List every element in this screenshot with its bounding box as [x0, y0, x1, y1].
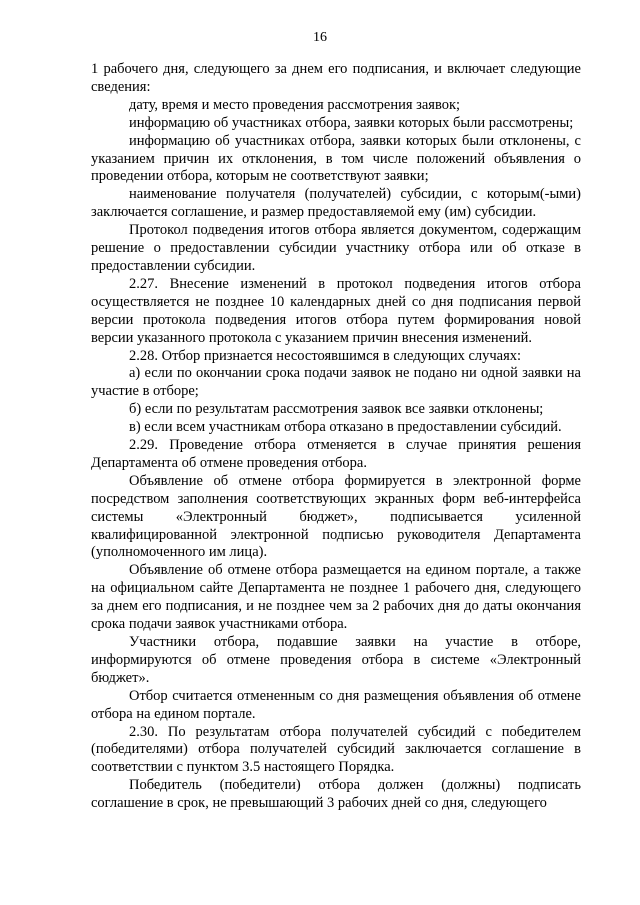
paragraph-item-date: дату, время и место проведения рассмотрения заявок; — [129, 96, 461, 113]
paragraph-2-28-v: в) если всем участникам отбора отказано в предоставлении субсидий. — [129, 419, 562, 436]
paragraph-cancel-announcement-form: Объявление об отмене отбора формируется в электронной форме посредством заполнения соответствующих экранных форм веб-интерфейса системы «Электронный бюджет», подписывается усиленной квалифицированной электронной подписью руководителя Департамента (уполномоченного им лица). — [91, 472, 581, 561]
paragraph-selection-cancelled: Отбор считается отмененным со дня размещения объявления об отмене отбора на едином портале. — [91, 687, 581, 722]
paragraph-item-recipient: наименование получателя (получателей) субсидии, с которым(-ыми) заключается соглашение, и размер предоставляемой ему (им) субсидии. — [91, 186, 581, 221]
paragraph-2-29: 2.29. Проведение отбора отменяется в случае принятия решения Департамента об отмене проведения отбора. — [91, 437, 581, 471]
paragraph-2-27: 2.27. Внесение изменений в протокол подведения итогов отбора осуществляется не позднее 10 календарных дней со дня подписания первой версии протокола подведения итогов отбора путем формирования новой версии указанного протокола с указанием причин внесения изменений. — [91, 275, 581, 346]
paragraph-cancel-announcement-publish: Объявление об отмене отбора размещается на едином портале, а также на официальном сайте Департамента не позднее 1 рабочего дня, следующего за днем его подписания, и не позднее чем за 2 рабочих дня до даты окончания срока подачи заявок участниками отбора. — [91, 562, 581, 633]
paragraph-item-reviewed: информацию об участниках отбора, заявки которых были рассмотрены; — [129, 114, 574, 131]
paragraph-2-28-b: б) если по результатам рассмотрения заявок все заявки отклонены; — [129, 401, 544, 418]
paragraph-2-30: 2.30. По результатам отбора получателей субсидий с победителем (победителями) отбора получателей субсидий заключается соглашение в соответствии с пунктом 3.5 настоящего Порядка. — [91, 723, 581, 776]
paragraph-item-rejected: информацию об участниках отбора, заявки которых были отклонены, с указанием причин их отклонения, в том числе положений объявления о проведении отбора, которым не соответствуют заявки; — [91, 132, 581, 185]
paragraph-protocol: Протокол подведения итогов отбора является документом, содержащим решение о предоставлении субсидии участнику отбора или об отказе в предоставлении субсидии. — [91, 222, 581, 274]
body-text — [91, 61, 581, 813]
paragraph-intro-continuation: 1 рабочего дня, следующего за днем его подписания, и включает следующие сведения: — [91, 61, 581, 95]
paragraph-participants-informed: Участники отбора, подавшие заявки на участие в отборе, информируются об отмене проведения отбора в системе «Электронный бюджет». — [91, 634, 581, 686]
paragraph-winner-sign: Победитель (победители) отбора должен (должны) подписать соглашение в срок, не превышающий 3 рабочих дней со дня, следующего — [91, 777, 581, 812]
page-number: 16 — [313, 30, 327, 45]
paragraph-2-28-a: а) если по окончании срока подачи заявок не подано ни одной заявки на участие в отборе; — [91, 365, 581, 400]
paragraph-2-28: 2.28. Отбор признается несостоявшимся в следующих случаях: — [129, 347, 522, 364]
